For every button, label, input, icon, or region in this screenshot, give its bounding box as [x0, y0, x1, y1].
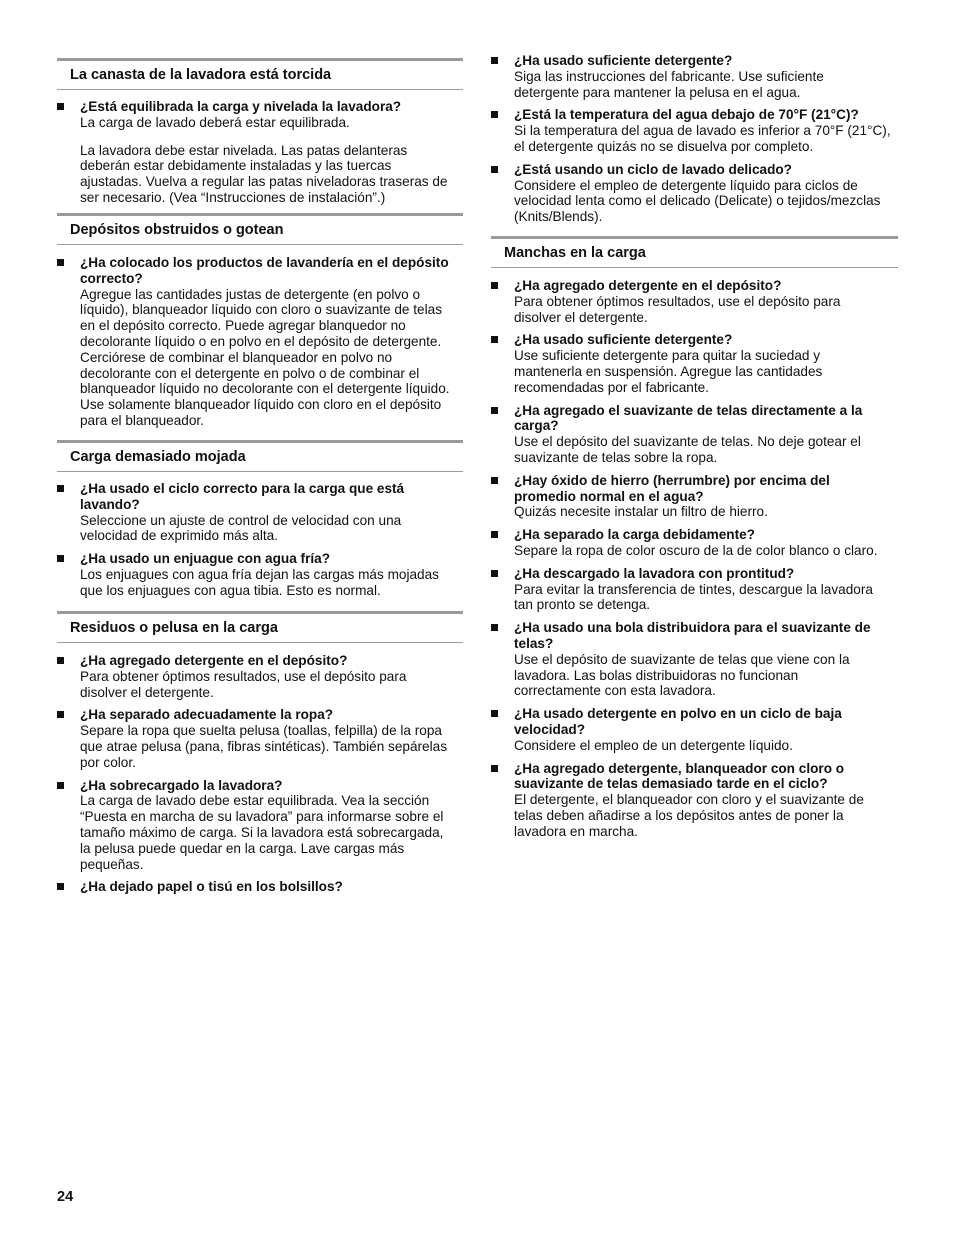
answer: Agregue las cantidades justas de detergente (en polvo o líquido), blanqueador líquido con cloro o suavizante de telas en el depósito correcto. Puede agregar blanquedor no decolorante líquido o en polvo en el depósito de detergente. Cerciórese de combinar el blanqueador en polvo no decolorante con el detergente en polvo o de combinar el blanqueador líquido no decolorante con el detergente líquido. Use solamente blanqueador líquido con cloro en el depósito para el blanqueador. — [80, 286, 450, 428]
bullet-icon — [491, 477, 498, 484]
answer: El detergente, el blanqueador con cloro y el suavizante de telas deben añadirse a los depósitos antes de poner la lavadora en marcha. — [514, 792, 864, 839]
list-item — [491, 527, 898, 559]
list-item — [491, 473, 898, 520]
question: ¿Ha agregado detergente en el depósito? — [80, 653, 348, 668]
question: ¿Está usando un ciclo de lavado delicado? — [514, 161, 792, 177]
bullet-icon — [57, 555, 64, 562]
question: ¿Ha usado el ciclo correcto para la carga que está lavando? — [80, 481, 405, 512]
answer: Separe la ropa que suelta pelusa (toallas, felpilla) de la ropa que atrae pelusa (pana, fibras sintéticas). También sepárelas por color. — [80, 723, 447, 770]
question: ¿Ha agregado el suavizante de telas directamente a la carga? — [514, 402, 863, 434]
bullet-icon — [491, 57, 498, 64]
section-heading: Residuos o pelusa en la carga — [57, 611, 463, 643]
question: ¿Ha usado una bola distribuidora para el suavizante de telas? — [514, 620, 871, 651]
section-dispensers-clogged — [57, 213, 463, 436]
bullet-icon — [491, 624, 498, 631]
answer: Considere el empleo de detergente líquido para ciclos de velocidad lenta como el delicado (Delicate) o tejidos/mezclas (Knits/Blends). — [514, 177, 881, 225]
question: ¿Está equilibrada la carga y nivelada la lavadora? — [80, 99, 402, 114]
question: ¿Hay óxido de hierro (herrumbre) por encima del promedio normal en el agua? — [514, 472, 830, 504]
question: ¿Ha usado detergente en polvo en un ciclo de baja velocidad? — [514, 706, 842, 737]
bullet-icon — [57, 711, 64, 718]
list-item — [57, 707, 463, 770]
list-item — [491, 332, 898, 395]
section-stains — [491, 236, 898, 847]
list-item — [491, 761, 898, 840]
question: ¿Ha separado adecuadamente la ropa? — [80, 707, 334, 723]
answer: Considere el empleo de un detergente líquido. — [514, 737, 793, 753]
answer: Para obtener óptimos resultados, use el depósito para disolver el detergente. — [80, 668, 407, 700]
answer: Use el depósito de suavizante de telas que viene con la lavadora. Las bolas distribuidoras no funcionan correctamente con esta lavadora. — [514, 651, 850, 699]
page-number: 24 — [57, 1189, 74, 1205]
list-item — [57, 99, 463, 131]
list-item — [57, 653, 463, 700]
answer: Los enjuagues con agua fría dejan las cargas más mojadas que los enjuagues con agua tibia. Esto es normal. — [80, 566, 439, 598]
section-heading: La canasta de la lavadora está torcida — [57, 58, 463, 90]
question: ¿Ha colocado los productos de lavandería en el depósito correcto? — [80, 255, 449, 286]
bullet-icon — [57, 883, 64, 890]
section-lint-residue — [57, 611, 463, 902]
bullet-icon — [491, 710, 498, 717]
answer: Use el depósito del suavizante de telas. No deje gotear el suavizante de telas sobre la ropa. — [514, 434, 861, 465]
bullet-icon — [491, 336, 498, 343]
answer: Siga las instrucciones del fabricante. Use suficiente detergente para mantener la pelusa en el agua. — [514, 68, 824, 100]
answer: Quizás necesite instalar un filtro de hierro. — [514, 504, 768, 520]
list-item — [491, 278, 898, 325]
question: ¿Ha descargado la lavadora con prontitud? — [514, 565, 795, 581]
bullet-icon — [491, 166, 498, 173]
answer: Para evitar la transferencia de tintes, descargue la lavadora tan pronto se detenga. — [514, 581, 873, 613]
list-item — [491, 403, 898, 466]
answer: Separe la ropa de color oscuro de la de color blanco o claro. — [514, 542, 878, 558]
question: ¿Ha usado suficiente detergente? — [514, 53, 733, 68]
section-heading: Depósitos obstruidos o gotean — [57, 213, 463, 245]
section-heading: Manchas en la carga — [491, 236, 898, 268]
question: ¿Está la temperatura del agua debajo de 70°F (21°C)? — [514, 107, 859, 123]
list-item — [57, 778, 463, 873]
section-lint-residue-continued — [491, 53, 898, 232]
list-item — [491, 107, 898, 154]
list-item — [57, 879, 463, 895]
answer: La carga de lavado deberá estar equilibrada. — [80, 114, 350, 130]
question: ¿Ha agregado detergente en el depósito? — [514, 278, 782, 293]
bullet-icon — [57, 259, 64, 266]
question: ¿Ha sobrecargado la lavadora? — [80, 777, 283, 793]
question: ¿Ha usado suficiente detergente? — [514, 332, 733, 348]
bullet-icon — [491, 282, 498, 289]
bullet-icon — [491, 570, 498, 577]
answer: Para obtener óptimos resultados, use el depósito para disolver el detergente. — [514, 293, 841, 325]
list-item — [491, 162, 898, 225]
bullet-icon — [491, 111, 498, 118]
list-item — [491, 706, 898, 753]
answer: Seleccione un ajuste de control de velocidad con una velocidad de exprimido más alta. — [80, 512, 402, 544]
list-item — [57, 255, 463, 429]
list-item — [57, 481, 463, 544]
section-heading: Carga demasiado mojada — [57, 440, 463, 472]
bullet-icon — [491, 407, 498, 414]
bullet-icon — [57, 782, 64, 789]
question: ¿Ha agregado detergente, blanqueador con cloro o suavizante de telas demasiado tarde en el ciclo? — [514, 760, 845, 792]
answer: Si la temperatura del agua de lavado es inferior a 70°F (21°C), el detergente quizás no se disuelva por completo. — [514, 123, 891, 154]
paragraph: La lavadora debe estar nivelada. Las patas delanteras deberán estar debidamente instaladas y las tuercas ajustadas. Vuelva a regular las patas niveladoras traseras de ser necesario. (Vea “Instrucciones de instalación”.) — [80, 142, 448, 205]
section-basket-tilted — [57, 58, 463, 206]
bullet-icon — [57, 103, 64, 110]
answer: Use suficiente detergente para quitar la suciedad y mantenerla en suspensión. Agregue las cantidades recomendadas por el fabricante. — [514, 348, 823, 395]
bullet-icon — [491, 765, 498, 772]
list-item — [491, 53, 898, 100]
question: ¿Ha usado un enjuague con agua fría? — [80, 551, 331, 567]
list-item — [491, 566, 898, 613]
question: ¿Ha dejado papel o tisú en los bolsillos? — [80, 879, 343, 895]
bullet-icon — [57, 657, 64, 664]
answer: La carga de lavado debe estar equilibrada. Vea la sección “Puesta en marcha de su lavadora” para informarse sobre el tamaño máximo de carga. Si la lavadora está sobrecargada, la pelusa puede quedar en la carga. Lave cargas más pequeñas. — [80, 793, 444, 872]
bullet-icon — [491, 531, 498, 538]
question: ¿Ha separado la carga debidamente? — [514, 527, 755, 543]
bullet-icon — [57, 485, 64, 492]
section-load-too-wet — [57, 440, 463, 606]
list-item — [57, 551, 463, 598]
list-item — [491, 620, 898, 699]
